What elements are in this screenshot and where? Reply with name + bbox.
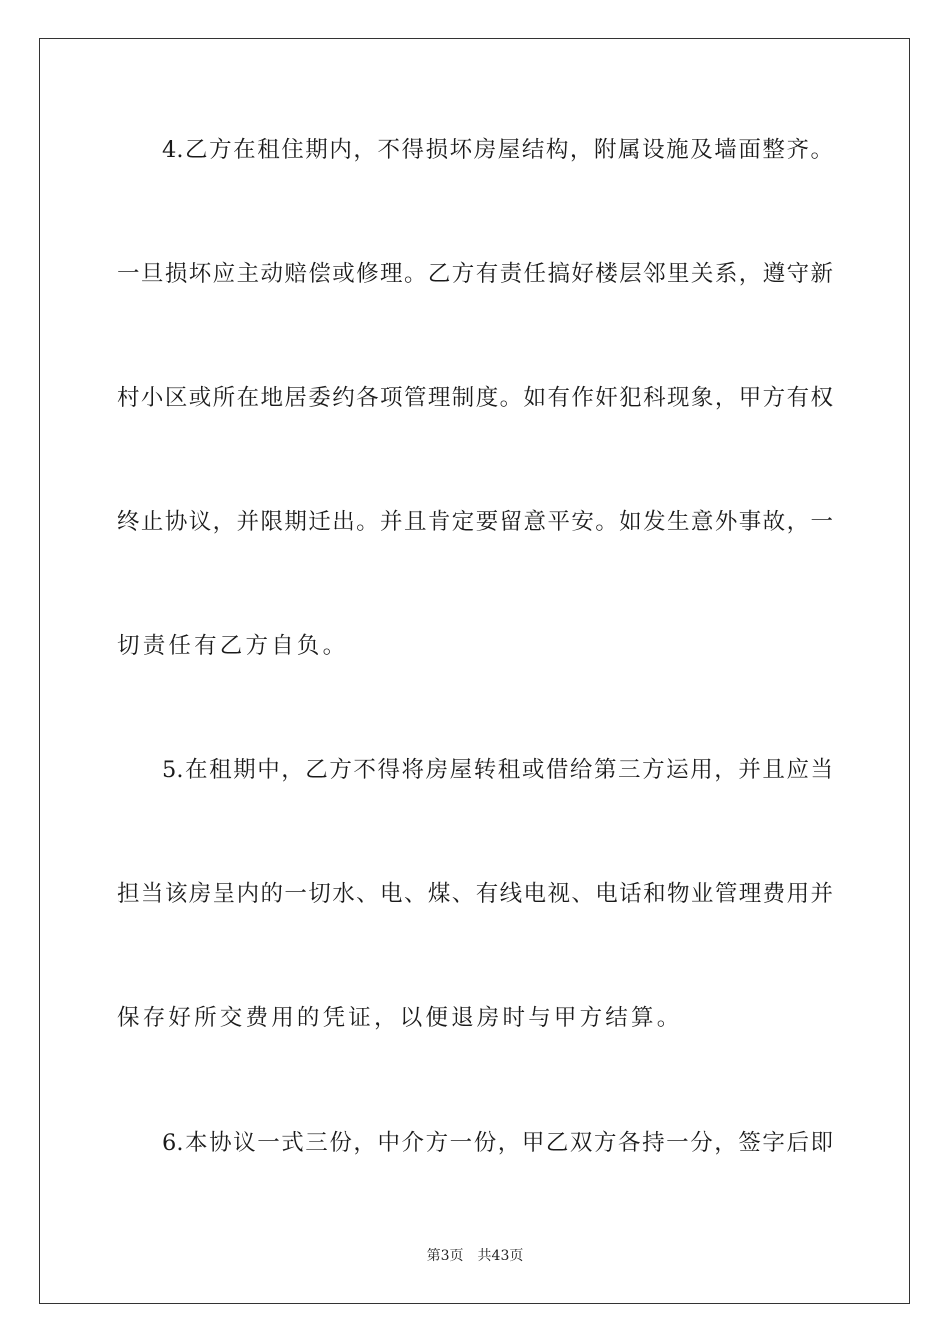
paragraph-4-line-1: 4.乙方在租住期内，不得损坏房屋结构，附属设施及墙面整齐。 — [162, 137, 833, 163]
paragraph-4-line-2: 一旦损坏应主动赔偿或修理。乙方有责任搞好楼层邻里关系，遵守新 — [117, 261, 833, 287]
page-border — [39, 38, 910, 1304]
paragraph-4-line-5: 切责任有乙方自负。 — [117, 633, 349, 659]
paragraph-6-line-1: 6.本协议一式三份，中介方一份，甲乙双方各持一分，签字后即 — [162, 1130, 833, 1156]
paragraph-4-line-4: 终止协议，并限期迁出。并且肯定要留意平安。如发生意外事故，一 — [117, 509, 833, 535]
paragraph-5-line-1: 5.在租期中，乙方不得将房屋转租或借给第三方运用，并且应当 — [162, 757, 833, 783]
paragraph-4-line-3: 村小区或所在地居委约各项管理制度。如有作奸犯科现象，甲方有权 — [117, 385, 833, 411]
page-footer: 第3页 共43页 — [426, 1248, 524, 1264]
paragraph-5-line-2: 担当该房呈内的一切水、电、煤、有线电视、电话和物业管理费用并 — [117, 881, 833, 907]
paragraph-5-line-3: 保存好所交费用的凭证，以便退房时与甲方结算。 — [117, 1005, 683, 1031]
